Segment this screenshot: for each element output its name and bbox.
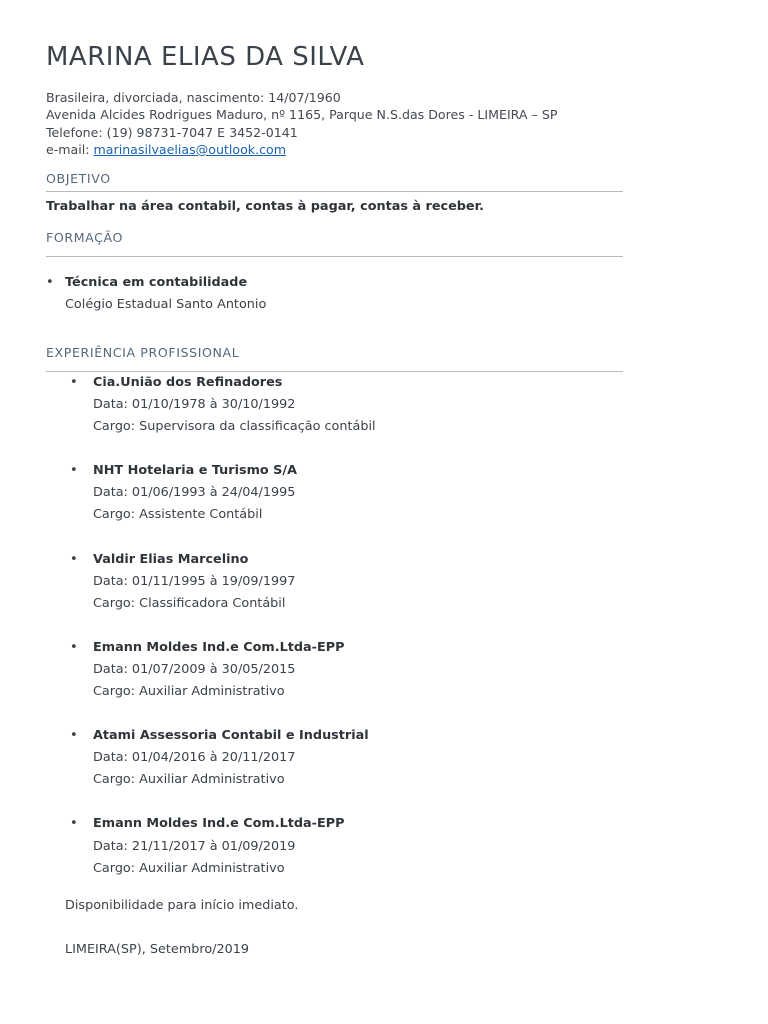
bullet-icon: • [70, 728, 78, 744]
company-name: Emann Moldes Ind.e Com.Ltda-EPP [93, 639, 345, 655]
section-title-objetivo: OBJETIVO [46, 171, 111, 186]
list-item [70, 813, 376, 879]
company-name: NHT Hotelaria e Turismo S/A [93, 463, 297, 479]
job-role: Cargo: Auxiliar Administrativo [93, 772, 285, 788]
list-item [70, 549, 376, 615]
section-divider [46, 256, 623, 257]
list-item [70, 637, 376, 703]
objective-text: Trabalhar na área contabil, contas à pagar, contas à receber. [46, 199, 484, 214]
bullet-icon: • [70, 463, 78, 479]
job-role: Cargo: Auxiliar Administrativo [93, 860, 285, 876]
bullet-icon: • [70, 639, 78, 655]
list-item [70, 372, 376, 438]
candidate-name: MARINA ELIAS DA SILVA [46, 42, 365, 72]
company-name: Emann Moldes Ind.e Com.Ltda-EPP [93, 816, 345, 832]
school-name: Colégio Estadual Santo Antonio [65, 297, 267, 312]
experience-list [70, 372, 376, 902]
bullet-icon: • [70, 551, 78, 567]
list-item [70, 725, 376, 791]
address-line: Avenida Alcides Rodrigues Maduro, nº 1165, Parque N.S.das Dores - LIMEIRA – SP [46, 107, 558, 123]
list-item [70, 460, 376, 526]
section-title-formacao: FORMAÇÃO [46, 230, 124, 245]
section-title-experiencia: EXPERIÊNCIA PROFISSIONAL [46, 345, 240, 360]
personal-info-line: Brasileira, divorciada, nascimento: 14/07/1960 [46, 90, 341, 105]
company-name: Cia.União dos Refinadores [93, 375, 283, 390]
job-role: Cargo: Auxiliar Administrativo [93, 684, 285, 700]
place-and-date: LIMEIRA(SP), Setembro/2019 [65, 942, 250, 957]
course-name: Técnica em contabilidade [65, 275, 248, 290]
email-line [46, 141, 557, 158]
bullet-icon: • [70, 375, 78, 390]
bullet-icon: • [70, 816, 78, 832]
contact-block [46, 89, 557, 158]
phone-line: Telefone: (19) 98731-7047 E 3452-0141 [46, 124, 298, 140]
education-entry [46, 272, 266, 316]
email-label: e-mail: [46, 141, 94, 157]
company-name: Valdir Elias Marcelino [93, 551, 249, 567]
job-dates: Data: 01/04/2016 à 20/11/2017 [93, 750, 296, 766]
job-role: Cargo: Supervisora da classificação contábil [93, 419, 376, 435]
company-name: Atami Assessoria Contabil e Industrial [93, 728, 369, 744]
bullet-icon: • [46, 275, 54, 290]
job-dates: Data: 01/07/2009 à 30/05/2015 [93, 661, 296, 677]
list-item [46, 272, 266, 316]
job-dates: Data: 21/11/2017 à 01/09/2019 [93, 838, 296, 854]
email-link[interactable]: marinasilvaelias@outlook.com [93, 141, 286, 157]
availability-note: Disponibilidade para início imediato. [65, 898, 299, 913]
section-divider [46, 191, 623, 192]
job-role: Cargo: Classificadora Contábil [93, 595, 286, 611]
job-role: Cargo: Assistente Contábil [93, 507, 263, 523]
job-dates: Data: 01/10/1978 à 30/10/1992 [93, 397, 296, 413]
job-dates: Data: 01/11/1995 à 19/09/1997 [93, 573, 296, 589]
job-dates: Data: 01/06/1993 à 24/04/1995 [93, 485, 296, 501]
